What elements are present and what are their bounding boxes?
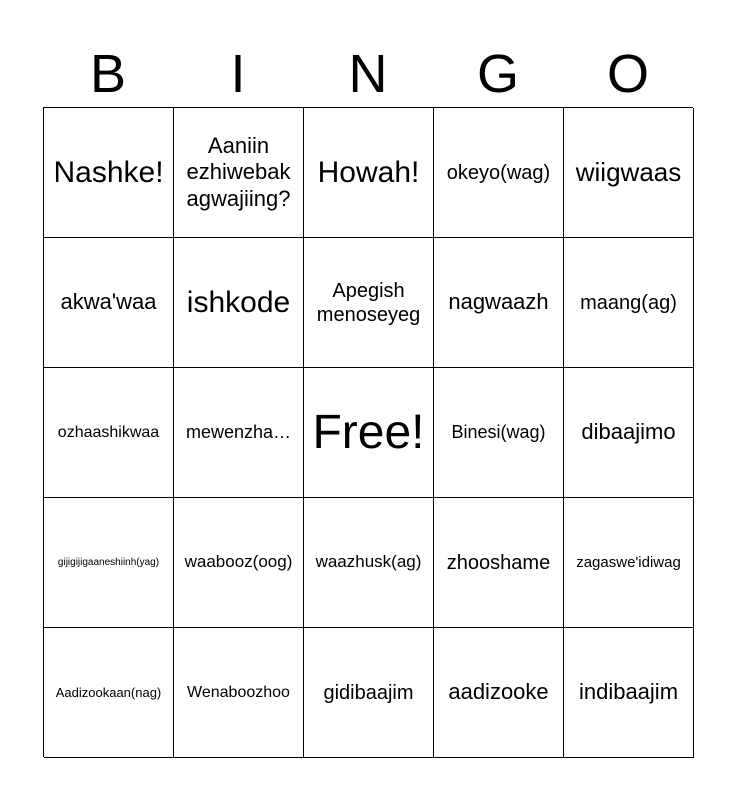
cell-text: gijigijigaaneshiinh(yag) (57, 556, 160, 568)
bingo-cell[interactable] (564, 368, 694, 498)
cell-text: Nashke! (53, 155, 164, 189)
bingo-cell[interactable] (44, 108, 174, 238)
header-letter-g: G (476, 44, 519, 104)
header-letter-o: O (606, 44, 649, 104)
bingo-cell[interactable] (434, 238, 564, 368)
cell-text: dibaajimo (581, 419, 676, 445)
bingo-board (43, 107, 693, 757)
cell-text: nagwaazh (448, 289, 549, 315)
cell-text: wiigwaas (575, 156, 682, 187)
cell-text: mewenzha… (185, 421, 292, 442)
bingo-cell[interactable] (174, 108, 304, 238)
bingo-cell[interactable] (304, 498, 434, 628)
cell-text: zagaswe'idiwag (576, 553, 681, 571)
bingo-cell[interactable] (174, 498, 304, 628)
cell-text: akwa'waa (60, 289, 157, 315)
cell-text: waabooz(oog) (184, 552, 293, 572)
bingo-cell[interactable] (434, 108, 564, 238)
cell-text: maang(ag) (580, 291, 677, 314)
cell-text: okeyo(wag) (446, 161, 551, 184)
cell-text: Howah! (317, 155, 420, 189)
cell-text: Binesi(wag) (451, 421, 546, 442)
bingo-cell[interactable] (174, 628, 304, 758)
bingo-cell[interactable] (564, 628, 694, 758)
bingo-cell[interactable] (44, 498, 174, 628)
bingo-cell[interactable] (304, 238, 434, 368)
cell-text: gidibaajim (323, 681, 414, 704)
header-letter-n: N (348, 44, 388, 104)
bingo-cell[interactable] (44, 368, 174, 498)
cell-text: Aadizookaan(nag) (55, 684, 162, 700)
bingo-cell[interactable] (434, 628, 564, 758)
cell-text: zhooshame (446, 551, 551, 574)
bingo-cell[interactable] (434, 368, 564, 498)
bingo-cell[interactable] (304, 108, 434, 238)
bingo-cell[interactable] (174, 368, 304, 498)
bingo-cell[interactable] (174, 238, 304, 368)
header-letter-i: I (230, 44, 246, 104)
bingo-cell[interactable] (304, 628, 434, 758)
cell-text: Wenaboozhoo (187, 683, 290, 701)
bingo-cell[interactable] (434, 498, 564, 628)
bingo-cell[interactable] (564, 238, 694, 368)
cell-text: waazhusk(ag) (315, 552, 422, 572)
cell-text: Aaniin ezhiwebak agwajiing? (186, 132, 291, 211)
cell-text: aadizooke (448, 679, 549, 705)
free-space-cell[interactable] (304, 368, 434, 498)
bingo-cell[interactable] (564, 108, 694, 238)
cell-text: ishkode (186, 285, 291, 319)
cell-text: Apegish menoseyeg (316, 279, 421, 326)
bingo-cell[interactable] (44, 238, 174, 368)
bingo-header (43, 40, 693, 108)
header-letter-b: B (89, 44, 127, 104)
bingo-cell[interactable] (564, 498, 694, 628)
free-space-text: Free! (312, 405, 425, 459)
bingo-cell[interactable] (44, 628, 174, 758)
cell-text: ozhaashikwaa (57, 423, 160, 441)
cell-text: indibaajim (578, 679, 679, 705)
